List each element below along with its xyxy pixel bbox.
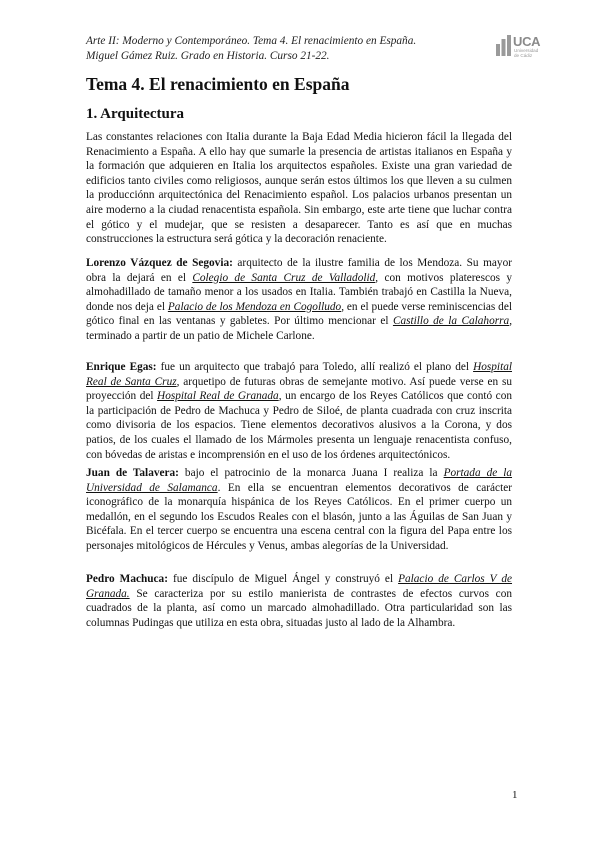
paragraph-text: , un encargo de los Reyes Católicos que contó con la participación de Pedro de Machuca y Pedro de Siloé, de planta cuadrada con cruz inscrita como divisoria de los espacios. Tiene elementos decorativos alusivos a la Corona, y dos patios, de los cuales el llamado de los Mármoles presenta un lenguaje renacentista confuso, con bóvedas de aristas e incomprensión en el uso de los órdenes arquitectónicos.: [86, 390, 512, 461]
header-course-line: Arte II: Moderno y Contemporáneo. Tema 4. El renacimiento en España.: [86, 35, 417, 47]
link-hospital-granada[interactable]: Hospital Real de Granada: [157, 390, 279, 403]
paragraph-talavera: [86, 466, 512, 554]
paragraph-text: , arquetipo de futuras obras de semejante motivo. Así puede verse en su proyección del: [86, 375, 513, 403]
intro-paragraph: Las constantes relaciones con Italia durante la Baja Edad Media hicieron fácil la llegada del Renacimiento a España. A ello hay que sumarle la presencia de artistas italianos en España y la formación que adquieren en Italia los arquitectos españoles. Existe una gran variedad de edificios tanto civiles como religiosos, aunque serán estos últimos los que lleven a su culmen la producciónn arquitectónica del Renacimiento español. Los palacios urbanos presentan un aire moderno a la ciudad renacentista española. Sin embargo, este arte tiene que luchar contra el gótico y el mudejar, que se resisten a desaparecer. Tanto es así que en muchas construcciones la estructura será gótica y la decoración renaciente.: [86, 131, 512, 246]
paragraph-text: fue un arquitecto que trabajó para Toledo, allí realizó el plano del: [156, 361, 474, 373]
logo-subtitle-line1: Universidad: [514, 48, 539, 53]
document-title: Tema 4. El renacimiento en España: [86, 74, 350, 94]
architect-name: Juan de Talavera:: [86, 467, 179, 479]
logo-subtitle-line2: de Cádiz: [514, 53, 533, 58]
link-palacio-mendoza[interactable]: Palacio de los Mendoza en Cogolludo: [167, 300, 342, 313]
header-author-line: Miguel Gámez Ruiz. Grado en Historia. Curso 21-22.: [86, 50, 330, 62]
paragraph-machuca: [86, 572, 512, 630]
paragraph-text: fue discípulo de Miguel Ángel y construyó el: [167, 573, 399, 585]
architect-name: Lorenzo Vázquez de Segovia:: [86, 257, 233, 269]
link-hospital-santa-cruz[interactable]: Hospital Real de Santa Cruz: [86, 361, 512, 388]
paragraph-text: Se caracteriza por su estilo manierista de contrastes de efectos curvos con cuadrados de la planta, así como un marcado almohadillado. Otra particularidad son las columnas Pudingas que utiliza en esta obra, situadas justo al lado de la Alhambra.: [86, 587, 512, 629]
section-heading: 1. Arquitectura: [86, 106, 185, 122]
architect-name: Enrique Egas:: [86, 361, 157, 373]
paragraph-text: bajo el patrocinio de la monarca Juana I realiza la: [178, 467, 444, 479]
link-palacio-carlos-v[interactable]: Palacio de Carlos V de Granada.: [86, 573, 513, 600]
paragraph-egas: [86, 360, 512, 462]
paragraph-text: . En ella se encuentran elementos decorativos de carácter iconográfico de la monarquía hispánica de los Reyes Católicos. En el primer cuerpo un medallón, en el segundo los Escudos Reales con el blasón, junto a las Águilas de San Juan y Bicéfala. En el tercer cuerpo se encuentra una escena central con la figura del Papa entre los personajes mitológicos de Hércules y Venus, ambas alegorías de la Universidad.: [86, 481, 512, 552]
link-portada-salamanca[interactable]: Portada de la Universidad de Salamanca: [86, 467, 513, 494]
link-colegio-santa-cruz[interactable]: Colegio de Santa Cruz de Valladolid: [192, 271, 376, 284]
page-number: 1: [512, 789, 518, 801]
paragraph-text: , en el puede verse reminiscencias del gótico final en las ventanas y gabletes. Por último mencionar el: [86, 300, 512, 328]
paragraph-text: , con motivos platerescos y almohadillado de tamaño menor a los usados en Italia. También trabajó en Castilla la Nueva, donde nos deja el: [86, 271, 513, 313]
uca-logo-icon: [495, 35, 512, 57]
logo-brand-text: UCA: [513, 34, 541, 49]
logo-subtitle: [514, 48, 554, 58]
link-castillo-calahorra[interactable]: Castillo de la Calahorra: [392, 315, 510, 328]
paragraph-text: , terminado a partir de un patio de Michele Carlone.: [86, 315, 513, 342]
paragraph-lorenzo: [86, 256, 512, 344]
architect-name: Pedro Machuca:: [86, 573, 168, 585]
running-header: [86, 34, 476, 64]
uca-logo: [495, 33, 551, 61]
paragraph-text: arquitecto de la ilustre familia de los Mendoza. Su mayor obra la dejará en el: [86, 257, 512, 284]
